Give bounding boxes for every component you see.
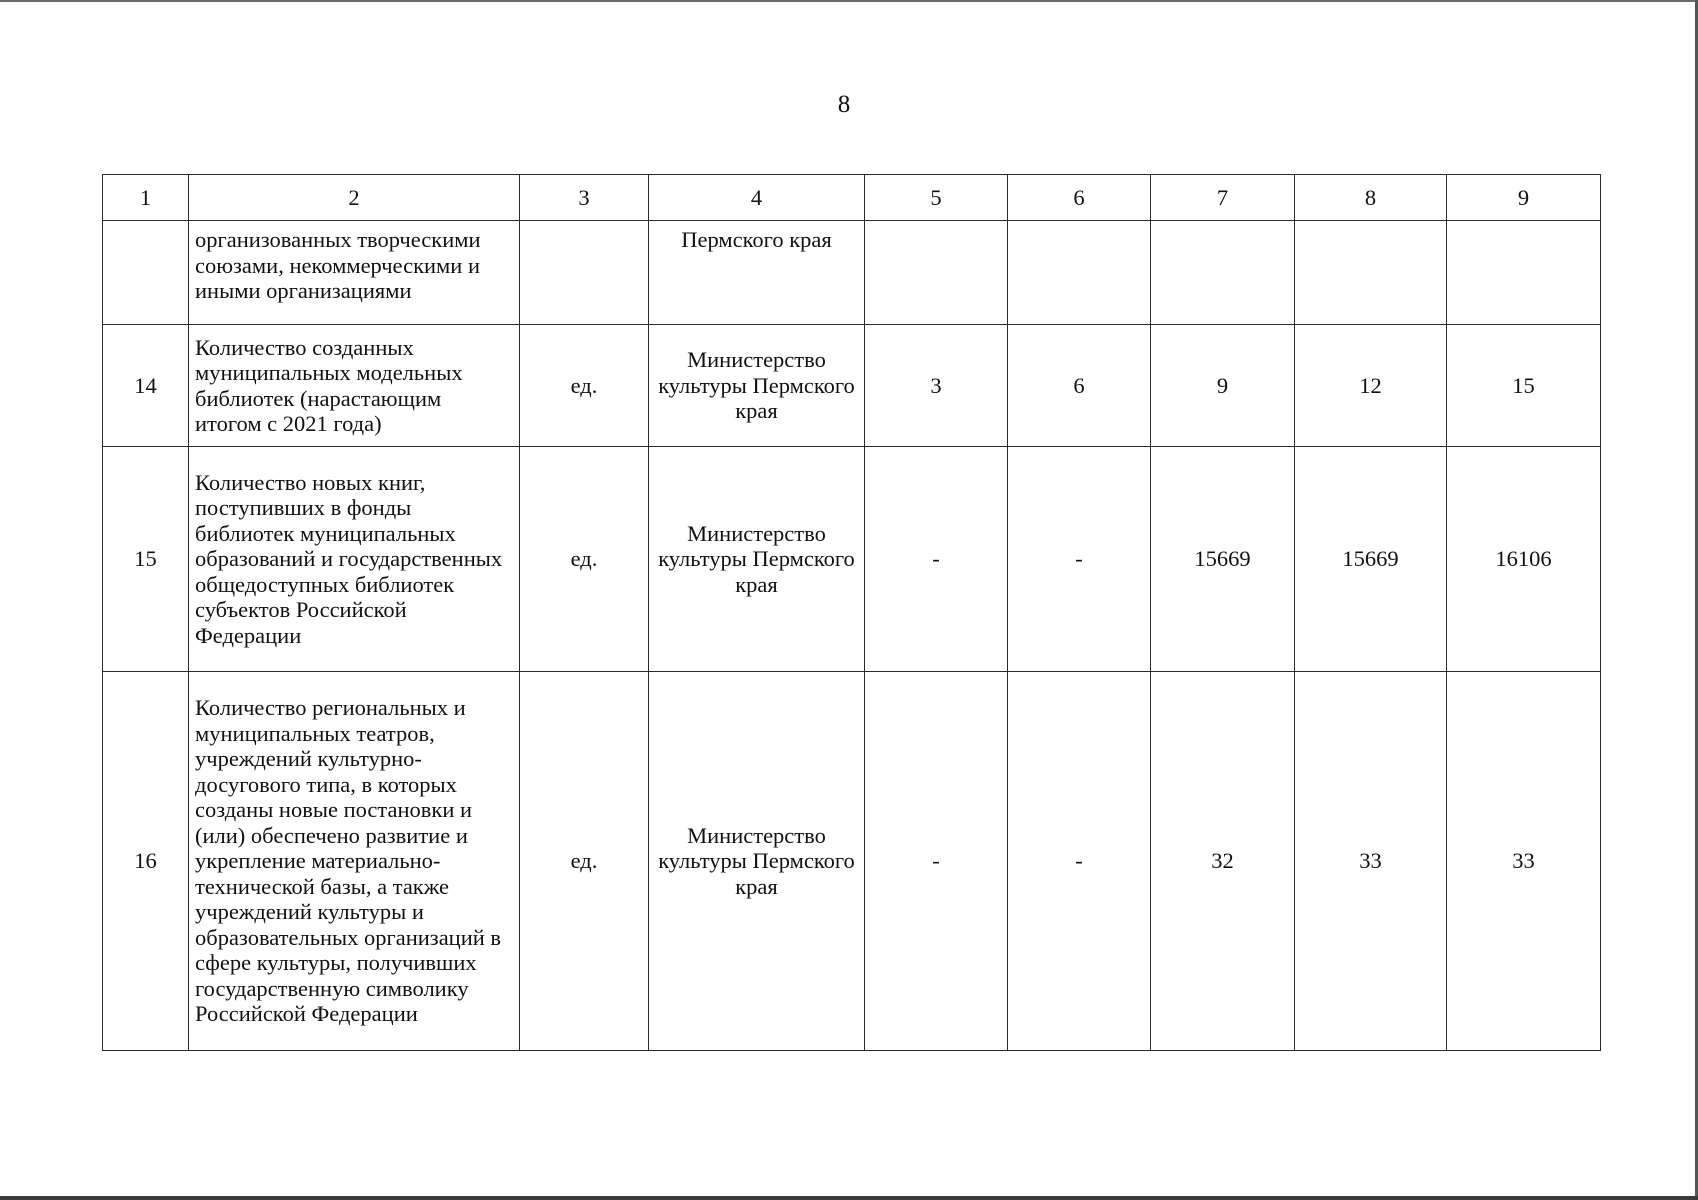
value-cell: 15669 [1151, 447, 1295, 672]
value-cell: 15 [1447, 325, 1601, 447]
column-header: 2 [189, 175, 520, 221]
row-number-cell: 16 [103, 672, 189, 1051]
value-cell [1447, 221, 1601, 325]
indicator-name-cell: Количество новых книг, поступивших в фонды библиотек муниципальных образований и государственных общедоступных библиотек субъектов Российской Федерации [189, 447, 520, 672]
unit-cell [520, 221, 649, 325]
value-cell: 15669 [1295, 447, 1447, 672]
value-cell: 33 [1295, 672, 1447, 1051]
page-number: 8 [837, 91, 851, 118]
value-cell: 12 [1295, 325, 1447, 447]
row-number-cell [103, 221, 189, 325]
value-cell [865, 221, 1008, 325]
value-cell: 33 [1447, 672, 1601, 1051]
column-header: 4 [649, 175, 865, 221]
column-header: 1 [103, 175, 189, 221]
scan-edge-top [0, 0, 1698, 2]
table-row [103, 447, 1601, 672]
value-cell: 16106 [1447, 447, 1601, 672]
value-cell: - [1008, 447, 1151, 672]
column-header: 9 [1447, 175, 1601, 221]
value-cell [1295, 221, 1447, 325]
value-cell [1151, 221, 1295, 325]
value-cell: 9 [1151, 325, 1295, 447]
indicators-table [102, 174, 1601, 1051]
column-header: 7 [1151, 175, 1295, 221]
responsible-org-cell: Министерство культуры Пермского края [649, 325, 865, 447]
value-cell: - [865, 447, 1008, 672]
indicator-name-cell: Количество региональных и муниципальных театров, учреждений культурно-досугового типа, в которых созданы новые постановки и (или) обеспечено развитие и укрепление материально-технической базы, а также учреждений культуры и образовательных организаций в сфере культуры, получивших государственную символику Российской Федерации [189, 672, 520, 1051]
column-header: 5 [865, 175, 1008, 221]
indicator-name-cell: организованных творческими союзами, некоммерческими и иными организациями [189, 221, 520, 325]
indicator-name-cell: Количество созданных муниципальных модельных библиотек (нарастающим итогом с 2021 года) [189, 325, 520, 447]
value-cell [1008, 221, 1151, 325]
responsible-org-cell: Министерство культуры Пермского края [649, 447, 865, 672]
row-number-cell: 15 [103, 447, 189, 672]
unit-cell: ед. [520, 672, 649, 1051]
table-row [103, 325, 1601, 447]
responsible-org-cell: Пермского края [649, 221, 865, 325]
responsible-org-cell: Министерство культуры Пермского края [649, 672, 865, 1051]
value-cell: 3 [865, 325, 1008, 447]
value-cell: - [1008, 672, 1151, 1051]
table-header-row [103, 175, 1601, 221]
table-row [103, 672, 1601, 1051]
scan-edge-bottom [0, 1196, 1698, 1200]
column-header: 8 [1295, 175, 1447, 221]
column-header: 6 [1008, 175, 1151, 221]
unit-cell: ед. [520, 325, 649, 447]
table-row [103, 221, 1601, 325]
value-cell: 6 [1008, 325, 1151, 447]
value-cell: - [865, 672, 1008, 1051]
unit-cell: ед. [520, 447, 649, 672]
value-cell: 32 [1151, 672, 1295, 1051]
column-header: 3 [520, 175, 649, 221]
row-number-cell: 14 [103, 325, 189, 447]
